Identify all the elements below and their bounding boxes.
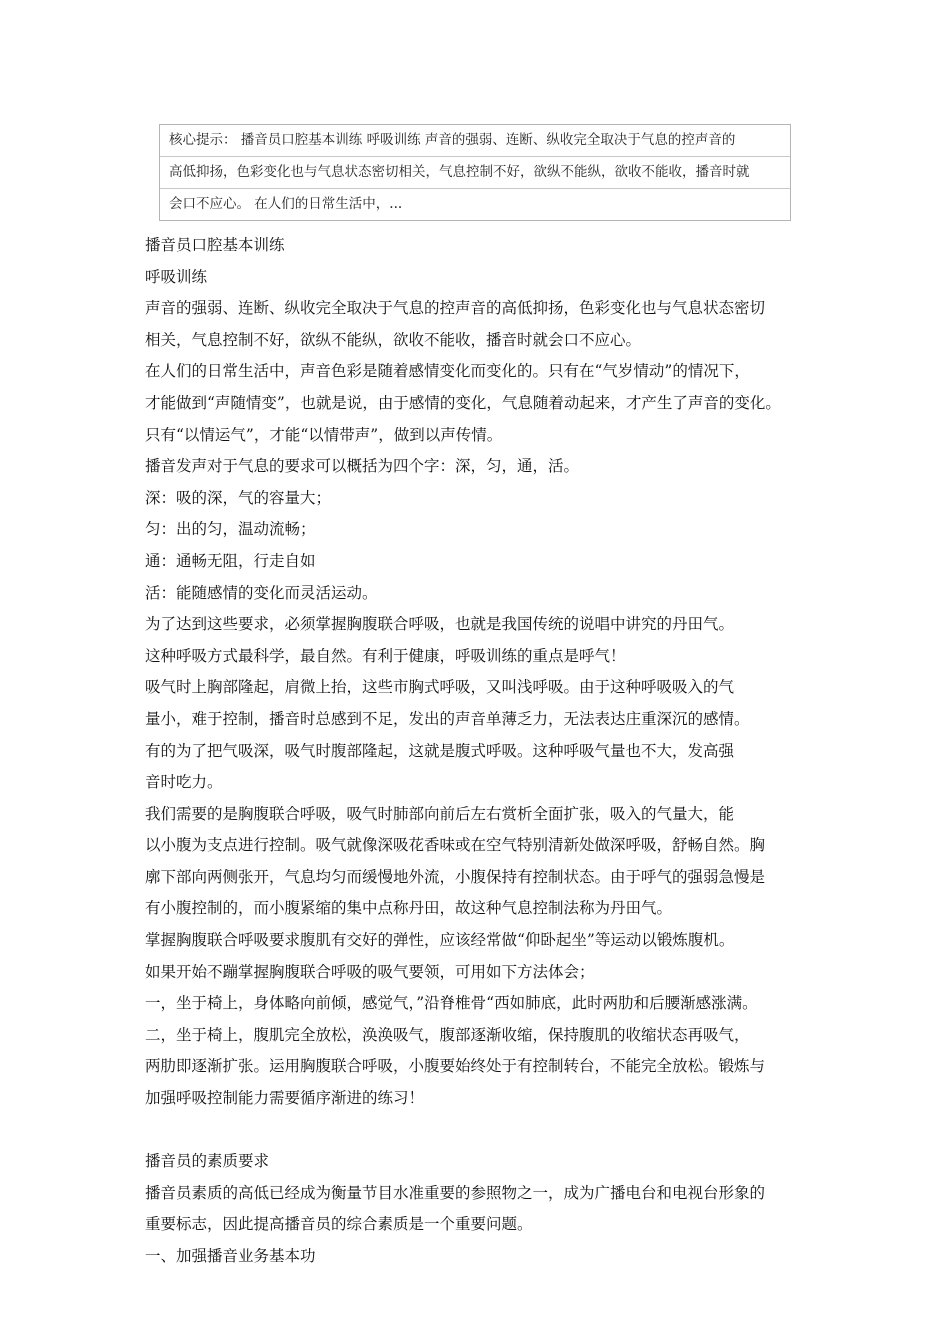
text-line: 匀：出的匀，温动流畅； (145, 520, 316, 539)
text-line: 深：吸的深，气的容量大； (145, 488, 332, 507)
text-line: 活：能随感情的变化而灵活运动。 (145, 583, 378, 602)
text-line: 量小，难于控制，播音时总感到不足，发出的声音单薄乏力，无法表达庄重深沉的感情。 (145, 709, 750, 728)
text-line: 通：通畅无阻，行走自如 (145, 551, 316, 570)
text-line: 廓下部向两侧张开，气息均匀而缓慢地外流，小腹保持有控制状态。由于呼气的强弱急慢是 (145, 867, 766, 886)
summary-line: 会口不应心。 在人们的日常生活中，... (160, 188, 790, 220)
text-line: 播音发声对于气息的要求可以概括为四个字：深，匀，通，活。 (145, 457, 580, 476)
text-line: 为了达到这些要求，必须掌握胸腹联合呼吸，也就是我国传统的说唱中讲究的丹田气。 (145, 615, 735, 634)
text-line: 一，坐于椅上，身体略向前倾，感觉气，”沿脊椎骨“西如肺底，此时两肋和后腰渐感涨满。 (145, 994, 758, 1013)
text-line: 播音员素质的高低已经成为衡量节目水准重要的参照物之一，成为广播电台和电视台形象的 (145, 1183, 766, 1202)
text-line: 这种呼吸方式最科学，最自然。有利于健康，呼吸训练的重点是呼气！ (145, 646, 626, 665)
summary-line: 高低抑扬，色彩变化也与气息状态密切相关，气息控制不好，欲纵不能纵，欲收不能收，播音时就 (160, 156, 790, 188)
summary-box (159, 124, 791, 221)
text-line: 声音的强弱、连断、纵收完全取决于气息的控声音的高低抑扬，色彩变化也与气息状态密切 (145, 299, 766, 318)
blank-line (145, 1115, 810, 1147)
text-line: 一、加强播音业务基本功 (145, 1247, 316, 1265)
text-line: 有小腹控制的，而小腹紧缩的集中点称丹田，故这种气息控制法称为丹田气。 (145, 899, 673, 918)
section-title: 播音员的素质要求 (145, 1152, 270, 1171)
text-line: 加强呼吸控制能力需要循序渐进的练习！ (145, 1089, 425, 1108)
text-line: 掌握胸腹联合呼吸要求腹肌有交好的弹性，应该经常做“仰卧起坐”等运动以锻炼腹机。 (145, 931, 735, 950)
text-line: 相关，气息控制不好，欲纵不能纵，欲收不能收，播音时就会口不应心。 (145, 330, 642, 349)
text-line: 两肋即逐渐扩张。运用胸腹联合呼吸，小腹要始终处于有控制转台，不能完全放松。锻炼与 (145, 1057, 766, 1076)
text-line: 我们需要的是胸腹联合呼吸，吸气时肺部向前后左右赏析全面扩张，吸入的气量大，能 (145, 804, 735, 823)
text-line: 音时吃力。 (145, 773, 223, 792)
text-line: 有的为了把气吸深，吸气时腹部隆起，这就是腹式呼吸。这种呼吸气量也不大，发高强 (145, 741, 735, 760)
section-title: 播音员口腔基本训练 (145, 236, 285, 254)
text-line: 在人们的日常生活中，声音色彩是随着感情变化而变化的。只有在“气岁情动”的情况下， (145, 362, 750, 381)
text-line: 才能做到“声随情变”，也就是说，由于感情的变化，气息随着动起来，才产生了声音的变化。 (145, 393, 781, 412)
text-line: 如果开始不蹦掌握胸腹联合呼吸的吸气要领，可用如下方法体会； (145, 962, 595, 981)
text-line: 只有“以情运气”，才能“以情带声”，做到以声传情。 (145, 425, 503, 444)
text-line: 二，坐于椅上，腹肌完全放松，涣涣吸气，腹部逐渐收缩，保持腹肌的收缩状态再吸气， (145, 1025, 750, 1044)
text-line: 以小腹为支点进行控制。吸气就像深吸花香味或在空气特别清新处做深呼吸，舒畅自然。胸 (145, 836, 766, 855)
summary-line: 核心提示： 播音员口腔基本训练 呼吸训练 声音的强弱、连断、纵收完全取决于气息的控声音的 (169, 132, 736, 148)
text-line: 吸气时上胸部隆起，肩微上抬，这些市胸式呼吸，又叫浅呼吸。由于这种呼吸吸入的气 (145, 678, 735, 697)
subsection-title: 呼吸训练 (145, 267, 208, 286)
document-body (145, 230, 810, 1273)
text-line: 重要标志，因此提高播音员的综合素质是一个重要问题。 (145, 1215, 533, 1234)
